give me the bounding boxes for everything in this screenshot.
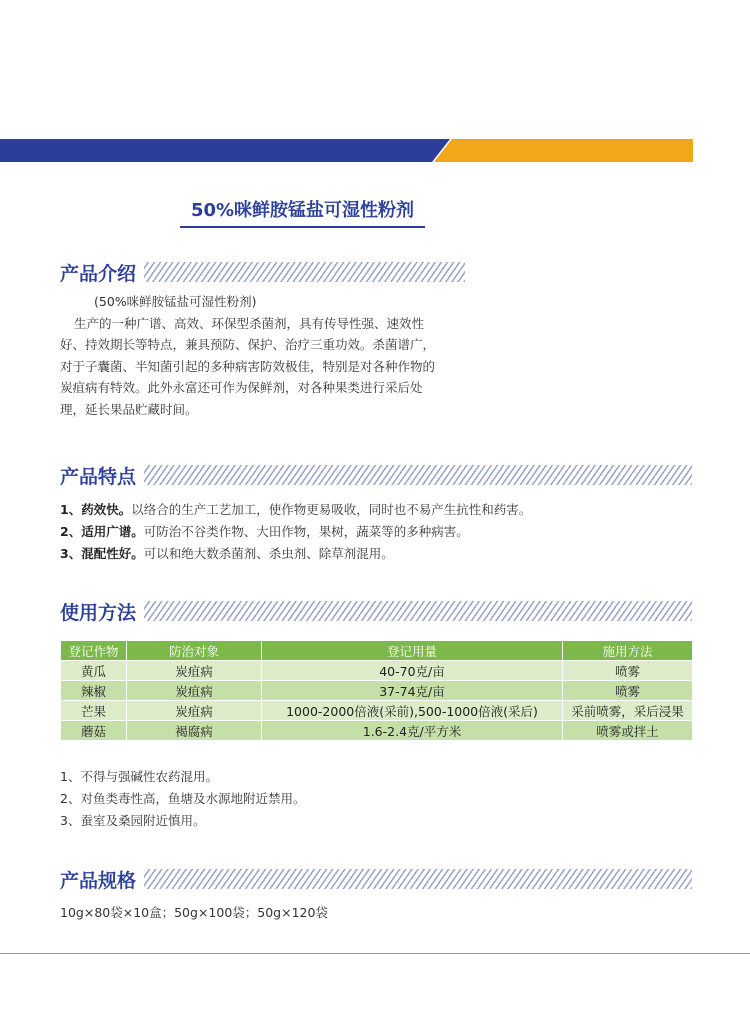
table-row bbox=[61, 661, 693, 681]
intro-line: 炭疽病有特效。此外永富还可作为保鲜剂，对各种果类进行采后处 bbox=[60, 380, 423, 395]
feature-number: 3、 bbox=[60, 546, 82, 561]
intro-line: (50%咪鲜胺锰盐可湿性粉剂) bbox=[94, 294, 257, 309]
column-header: 施用方法 bbox=[563, 641, 693, 661]
note-item: 2、对鱼类毒性高，鱼塘及水源地附近禁用。 bbox=[60, 791, 306, 806]
cell-method: 喷雾或拌土 bbox=[563, 721, 693, 741]
feature-number: 2、 bbox=[60, 524, 82, 539]
top-color-band bbox=[0, 139, 693, 162]
intro-line: 生产的一种广谱、高效、环保型杀菌剂，具有传导性强、速效性 bbox=[74, 315, 425, 331]
section-intro-title: 产品介绍 bbox=[60, 262, 137, 285]
intro-line: 理，延长果品贮藏时间。 bbox=[60, 401, 198, 417]
hatch-decoration bbox=[144, 601, 692, 621]
usage-notes bbox=[60, 766, 305, 832]
column-header: 登记用量 bbox=[262, 641, 563, 661]
usage-table bbox=[60, 640, 693, 741]
feature-text: 可防治不谷类作物、大田作物，果树，蔬菜等的多种病害。 bbox=[143, 524, 469, 539]
features-list bbox=[60, 499, 531, 565]
column-header: 登记作物 bbox=[61, 641, 127, 661]
feature-item bbox=[60, 521, 531, 543]
product-title: 50%咪鲜胺锰盐可湿性粉剂 bbox=[180, 196, 425, 228]
table-row bbox=[61, 721, 693, 741]
intro-paragraph bbox=[60, 291, 435, 420]
section-features-title: 产品特点 bbox=[60, 465, 137, 488]
cell-dosage: 1.6-2.4克/平方米 bbox=[262, 721, 563, 741]
cell-dosage: 1000-2000倍液(采前),500-1000倍液(采后) bbox=[262, 701, 563, 721]
section-usage-title: 使用方法 bbox=[60, 601, 137, 624]
cell-crop: 辣椒 bbox=[61, 681, 127, 701]
section-spec-title: 产品规格 bbox=[60, 869, 137, 892]
section-spec-header bbox=[60, 866, 692, 892]
feature-item bbox=[60, 499, 531, 521]
cell-target: 褐腐病 bbox=[127, 721, 262, 741]
feature-text: 以络合的生产工艺加工，使作物更易吸收，同时也不易产生抗性和药害。 bbox=[131, 502, 532, 517]
hatch-decoration bbox=[144, 465, 692, 485]
cell-dosage: 40-70克/亩 bbox=[262, 661, 563, 681]
yellow-stripe bbox=[434, 139, 693, 162]
section-intro-header bbox=[60, 259, 465, 285]
cell-method: 采前喷雾，采后浸果 bbox=[563, 701, 693, 721]
hatch-decoration bbox=[144, 262, 465, 282]
section-features-header bbox=[60, 462, 692, 488]
note-item: 3、蚕室及桑园附近慎用。 bbox=[60, 813, 206, 828]
table-row bbox=[61, 681, 693, 701]
feature-key: 适用广谱。 bbox=[81, 524, 144, 539]
cell-method: 喷雾 bbox=[563, 681, 693, 701]
cell-crop: 蘑菇 bbox=[61, 721, 127, 741]
table-header-row bbox=[61, 641, 693, 661]
cell-crop: 芒果 bbox=[61, 701, 127, 721]
intro-line: 好、持效期长等特点，兼具预防、保护、治疗三重功效。杀菌谱广， bbox=[60, 337, 436, 352]
cell-method: 喷雾 bbox=[563, 661, 693, 681]
feature-key: 混配性好。 bbox=[81, 546, 144, 561]
cell-dosage: 37-74克/亩 bbox=[262, 681, 563, 701]
blue-stripe bbox=[0, 139, 450, 162]
cell-target: 炭疽病 bbox=[127, 661, 262, 681]
feature-number: 1、 bbox=[60, 502, 82, 517]
bottom-divider bbox=[0, 953, 750, 954]
feature-item bbox=[60, 543, 531, 565]
cell-target: 炭疽病 bbox=[127, 681, 262, 701]
table-row bbox=[61, 701, 693, 721]
column-header: 防治对象 bbox=[127, 641, 262, 661]
section-usage-header bbox=[60, 598, 692, 624]
feature-text: 可以和绝大数杀菌剂、杀虫剂、除草剂混用。 bbox=[143, 546, 394, 561]
spec-text: 10g×80袋×10盒；50g×100袋；50g×120袋 bbox=[60, 905, 328, 920]
intro-line: 对于子囊菌、半知菌引起的多种病害防效极佳，特别是对各种作物的 bbox=[60, 358, 436, 374]
note-item: 1、不得与强碱性农药混用。 bbox=[60, 769, 218, 784]
feature-key: 药效快。 bbox=[81, 502, 132, 517]
cell-crop: 黄瓜 bbox=[61, 661, 127, 681]
cell-target: 炭疽病 bbox=[127, 701, 262, 721]
hatch-decoration bbox=[144, 869, 692, 889]
